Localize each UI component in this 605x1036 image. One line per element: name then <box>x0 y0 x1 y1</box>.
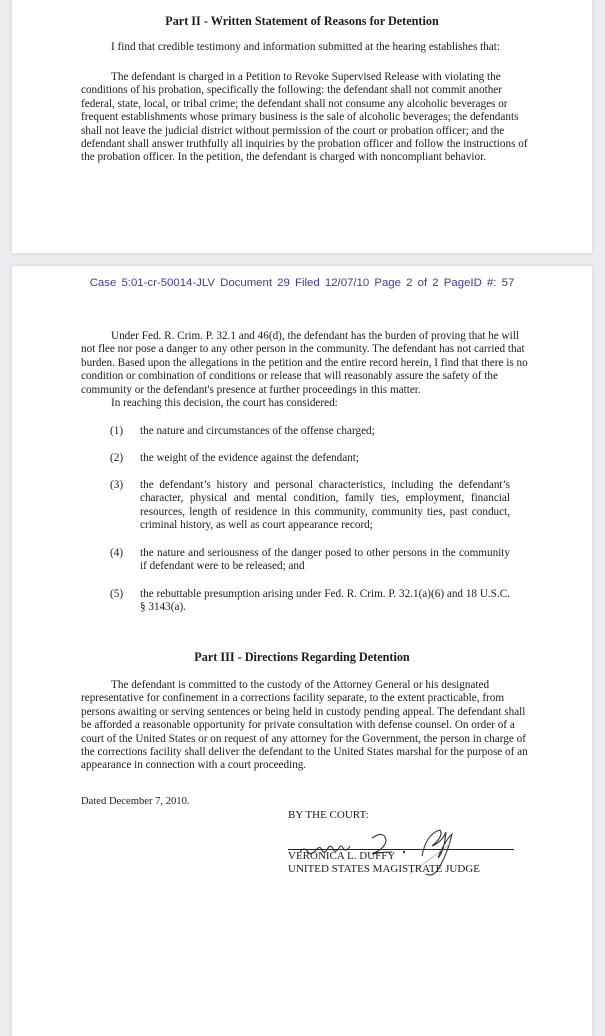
dated-line: Dated December 7, 2010. <box>81 796 190 807</box>
document-page-2 <box>12 266 592 1036</box>
factor-text: the defendant’s history and personal characteristics, including the defendant’s character, physical and mental condition, family ties, employment, financial resources, length of residence in this community, community ties, past conduct, criminal history, as well as court appearance record; <box>140 479 510 532</box>
factor-number: (4) <box>110 547 124 559</box>
factor-text: the nature and seriousness of the danger posed to other persons in the community if defendant were to be released; and <box>140 547 510 573</box>
findings-intro: I find that credible testimony and information submitted at the hearing establishes that: <box>111 41 500 53</box>
by-the-court-label: BY THE COURT: <box>288 809 369 821</box>
judge-title: UNITED STATES MAGISTRATE JUDGE <box>288 863 480 875</box>
case-header: Case 5:01-cr-50014-JLV Document 29 Filed 12/07/10 Page 2 of 2 PageID #: 57 <box>89 277 515 289</box>
part3-heading: Part III - Directions Regarding Detention <box>194 650 410 664</box>
burden-paragraph: Under Fed. R. Crim. P. 32.1 and 46(d), the defendant has the burden of proving that he will not flee nor pose a danger to any other person in the community. The defendant has not carried that burden. Based upon the allegations in the petition and the entire record herein, I find that there is no condition or combination of conditions or release that will reasonably assure the safety of the community or the defendant's presence at further proceedings in this matter. <box>81 330 528 396</box>
judge-name: VERONICA L. DUFFY <box>288 850 396 862</box>
factor-number: (3) <box>110 479 124 491</box>
factor-number: (2) <box>110 452 124 464</box>
factor-text: the nature and circumstances of the offense charged; <box>140 425 375 437</box>
directions-paragraph: The defendant is committed to the custody of the Attorney General or his designated representative for confinement in a corrections facility separate, to the extent practicable, from persons awaiting or serving sentences or being held in custody pending appeal. The defendant shall be afforded a reasonable opportunity for private consultation with defense counsel. On order of a court of the United States or on request of any attorney for the Government, the person in charge of the corrections facility shall deliver the defendant to the United States marshal for the purpose of an appearance in connection with a court proceeding. <box>81 679 528 772</box>
charges-paragraph: The defendant is charged in a Petition to Revoke Supervised Release with violating the conditions of his probation, specifically the following: the defendant shall not commit another federal, state, local, or tribal crime; the defendant shall not consume any alcoholic beverages or frequent establishments whose primary business is the sale of alcoholic beverages; the defendants shall not leave the judicial district without permission of the court or probation officer; and the defendant shall answer truthfully all inquiries by the probation officer and follow the instructions of the probation officer. In the petition, the defendant is charged with noncompliant behavior. <box>81 71 528 164</box>
factor-text: the weight of the evidence against the defendant; <box>140 452 360 464</box>
factor-number: (5) <box>110 588 124 600</box>
document-page-1 <box>12 0 592 253</box>
part2-heading: Part II - Written Statement of Reasons for Detention <box>165 14 439 28</box>
factor-number: (1) <box>110 425 124 437</box>
considered-intro: In reaching this decision, the court has considered: <box>111 397 338 409</box>
factor-text: the rebuttable presumption arising under Fed. R. Crim. P. 32.1(a)(6) and 18 U.S.C. § 3143(a). <box>140 588 510 614</box>
